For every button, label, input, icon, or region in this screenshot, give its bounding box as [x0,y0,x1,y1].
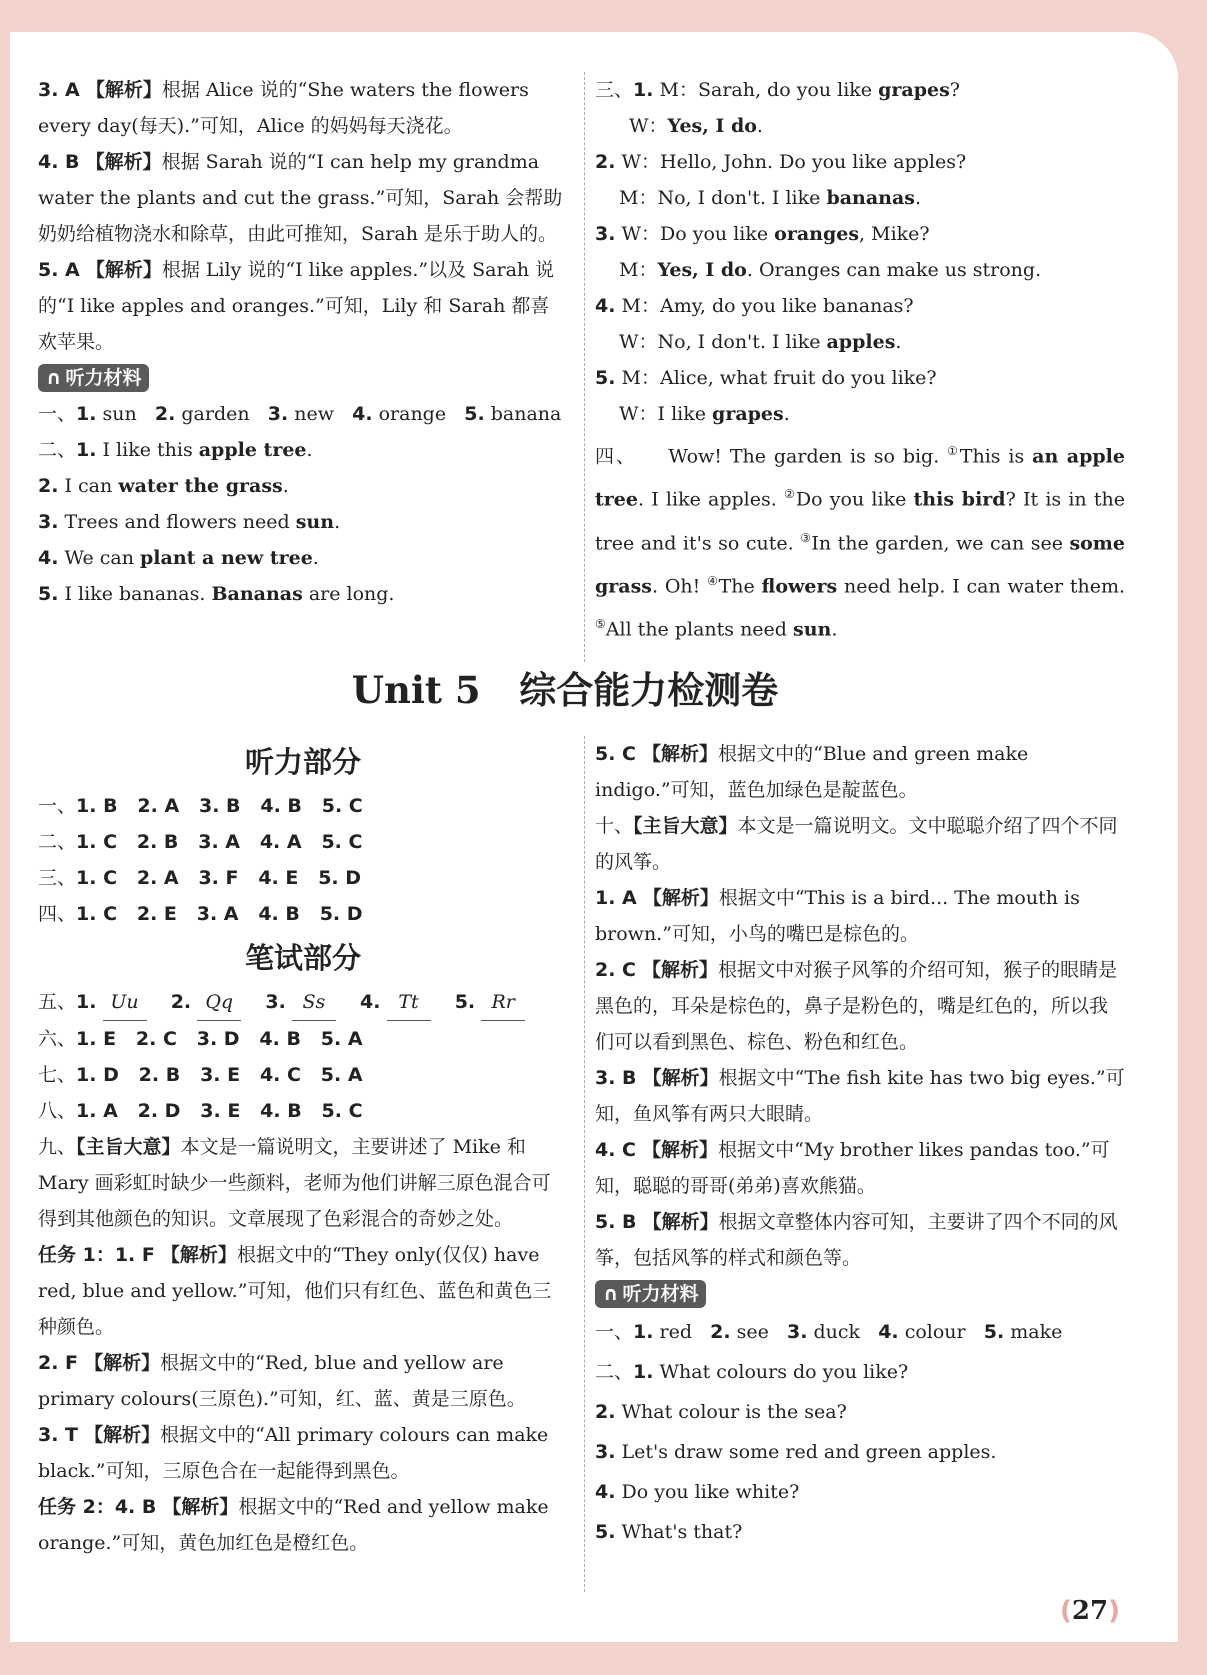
word-answers-row: 一、1. sun 2. garden 3. new 4. orange 5. banana [38,403,562,425]
dialog-line: 3. W：Do you like oranges, Mike? [595,223,930,245]
unit-title: Unit 5 综合能力检测卷 [351,668,779,712]
dialog-line: M：Yes, I do. Oranges can make us strong. [619,259,1042,281]
word-answers-row: 一、1. red 2. see 3. duck 4. colour 5. make [595,1321,1063,1343]
main-idea: 十、【主旨大意】本文是一篇说明文。文中聪聪介绍了四个不同的风筝。 [595,815,1118,873]
dialog-line: 5. M：Alice, what fruit do you like? [595,367,937,389]
answer-row: 六、1. E 2. C 3. D 4. B 5. A [38,1028,363,1050]
headphones-icon: ∩ [46,367,62,389]
top-left-column [38,72,568,612]
answer-item: 2. F 【解析】根据文中的“Red, blue and yellow are primary colours(三原色).”可知，红、蓝、黄是三原色。 [38,1352,526,1410]
headphones-icon: ∩ [603,1283,619,1305]
handwritten-answer: Rr [481,984,525,1021]
sentence-line: 5. What's that? [595,1521,743,1543]
answer-item: 5. A 【解析】根据 Lily 说的“I like apples.”以及 Sarah 说的“I like apples and oranges.”可知，Lily 和 Sarah 都喜欢苹果。 [38,259,555,353]
sentence-line: 2. What colour is the sea? [595,1401,847,1423]
dialog-line: W：Yes, I do. [629,115,763,137]
bottom-right-column [595,736,1125,1552]
dialog-line: 三、1. M：Sarah, do you like grapes? [595,79,960,101]
sentence-line: 4. We can plant a new tree. [38,547,319,569]
dialog-line: 2. W：Hello, John. Do you like apples? [595,151,967,173]
answer-row: 二、1. C 2. B 3. A 4. A 5. C [38,831,363,853]
dialog-line: 4. M：Amy, do you like bananas? [595,295,914,317]
handwritten-answer: Ss [292,984,336,1021]
column-divider [584,736,585,1592]
answer-item: 3. B 【解析】根据文中“The fish kite has two big eyes.”可知，鱼风筝有两只大眼睛。 [595,1067,1125,1125]
dialog-line: M：No, I don't. I like bananas. [619,187,922,209]
sentence-line: 2. I can water the grass. [38,475,289,497]
left-ornament-icon: ( [1060,1596,1072,1626]
column-divider [584,72,585,662]
main-idea: 九、【主旨大意】本文是一篇说明文，主要讲述了 Mike 和 Mary 画彩虹时缺少一些颜料，老师为他们讲解三原色混合可得到其他颜色的知识。文章展现了色彩混合的奇妙之处。 [38,1136,551,1230]
answer-item: 2. C 【解析】根据文中对猴子风筝的介绍可知，猴子的眼睛是黑色的，耳朵是棕色的，鼻子是粉色的，嘴是红色的，所以我们可以看到黑色、棕色、粉色和红色。 [595,959,1118,1053]
dialog-line: W：No, I don't. I like apples. [619,331,902,353]
answer-row: 七、1. D 2. B 3. E 4. C 5. A [38,1064,363,1086]
right-ornament-icon: ) [1108,1596,1120,1626]
bottom-left-column [38,736,568,1561]
handwritten-answer: Qq [197,984,241,1021]
page-number: (27) [1060,1596,1120,1626]
handwriting-row: 五、1. Uu 2. Qq 3. Ss 4. Tt 5. Rr [38,984,568,1021]
answer-item: 1. A 【解析】根据文中“This is a bird... The mouth is brown.”可知，小鸟的嘴巴是棕色的。 [595,887,1080,945]
answer-row: 一、1. B 2. A 3. B 4. B 5. C [38,795,363,817]
sentence-line: 3. Let's draw some red and green apples. [595,1441,997,1463]
sentence-line: 二、1. I like this apple tree. [38,439,313,461]
handwritten-answer: Uu [103,984,147,1021]
answer-row: 八、1. A 2. D 3. E 4. B 5. C [38,1100,363,1122]
answer-item: 3. T 【解析】根据文中的“All primary colours can make black.”可知，三原色合在一起能得到黑色。 [38,1424,549,1482]
answer-item: 5. C 【解析】根据文中的“Blue and green make indigo.”可知，蓝色加绿色是靛蓝色。 [595,743,1029,801]
sentence-line: 5. I like bananas. Bananas are long. [38,583,395,605]
answer-row: 三、1. C 2. A 3. F 4. E 5. D [38,867,362,889]
answer-item: 任务 1：1. F 【解析】根据文中的“They only(仅仅) have red, blue and yellow.”可知，他们只有红色、蓝色和黄色三种颜色。 [38,1244,552,1338]
sentence-line: 二、1. What colours do you like? [595,1361,909,1383]
sentence-line: 4. Do you like white? [595,1481,800,1503]
answer-item: 4. B 【解析】根据 Sarah 说的“I can help my grandma water the plants and cut the grass.”可知，Sarah 会帮助奶奶给植物浇水和除草，由此可推知，Sarah 是乐于助人的。 [38,151,563,245]
written-section-title: 笔试部分 [244,941,361,975]
passage-answer: 四、 Wow! The garden is so big. ①This is an apple tree. I like apples. ②Do you like this bird? It is in the tree and it's so cute. ③In the garden, we can see some grass. Oh! ④The flowers need help. I can water them. ⑤All the plants need sun. [595,444,1125,641]
answer-row: 四、1. C 2. E 3. A 4. B 5. D [38,903,363,925]
listening-material-header: ∩ 听力材料 [38,364,149,392]
answer-item: 5. B 【解析】根据文章整体内容可知，主要讲了四个不同的风筝，包括风筝的样式和颜色等。 [595,1211,1118,1269]
sentence-line: 3. Trees and flowers need sun. [38,511,341,533]
answer-item: 任务 2：4. B 【解析】根据文中的“Red and yellow make orange.”可知，黄色加红色是橙红色。 [38,1496,549,1554]
listening-material-header: ∩ 听力材料 [595,1280,706,1308]
dialog-line: W：I like grapes. [619,403,790,425]
handwritten-answer: Tt [387,984,431,1021]
listening-section-title: 听力部分 [244,745,361,779]
answer-item: 4. C 【解析】根据文中“My brother likes pandas too.”可知，聪聪的哥哥(弟弟)喜欢熊猫。 [595,1139,1110,1197]
top-right-column [595,72,1125,649]
answer-item: 3. A 【解析】根据 Alice 说的“She waters the flowers every day(每天).”可知，Alice 的妈妈每天浇花。 [38,79,529,137]
